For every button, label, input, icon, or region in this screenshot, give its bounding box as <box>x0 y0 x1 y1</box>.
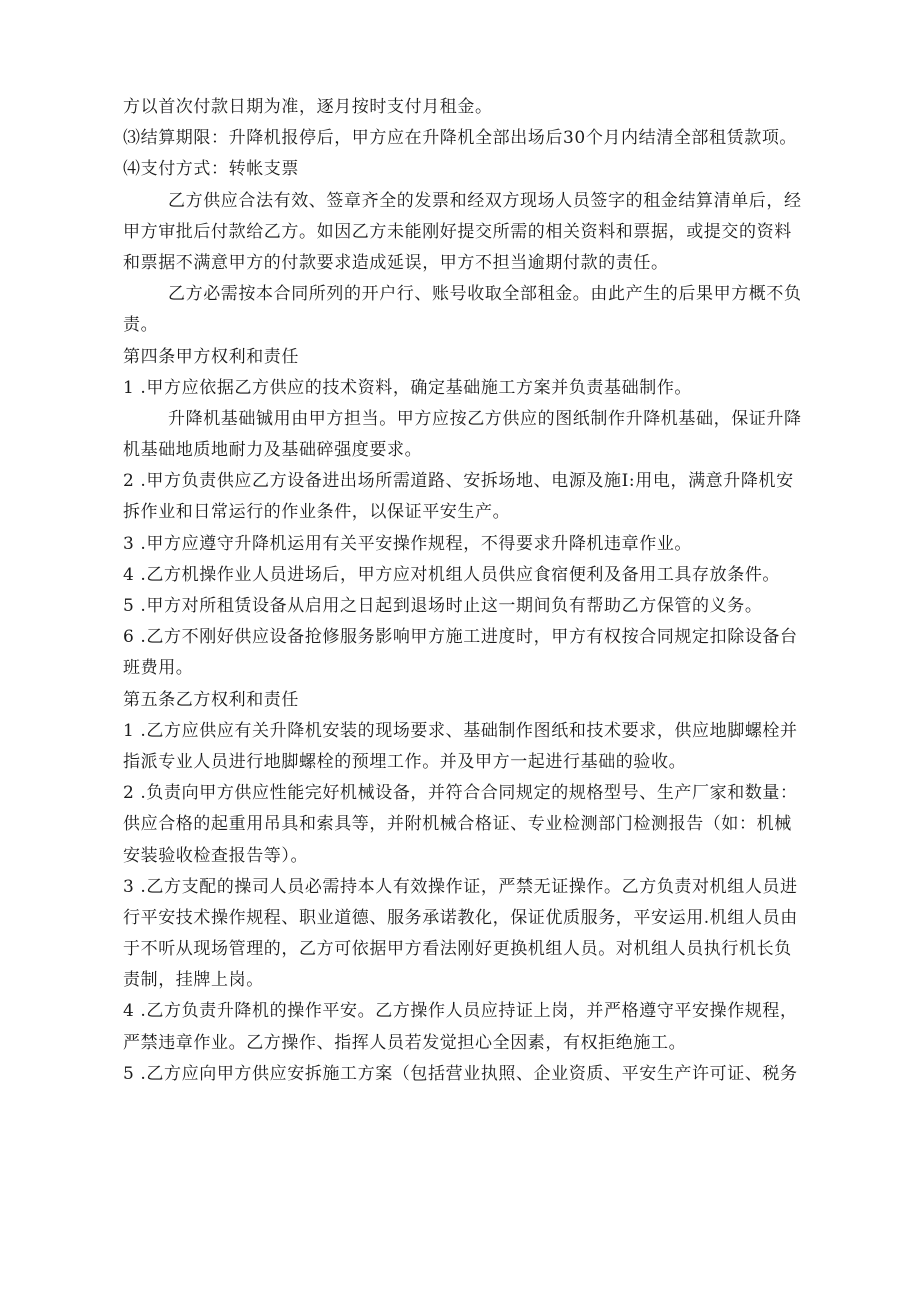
section-heading: 第五条乙方权利和责任 <box>123 689 299 710</box>
text-line: 供应合格的起重用吊具和索具等，并附机械合格证、专业检测部门检测报告（如：机械 <box>123 814 792 835</box>
text-line: 于不听从现场管理的，乙方可依据甲方看法刚好更换机组人员。对机组人员执行机长负 <box>123 939 792 960</box>
text-line: 4 .乙方负责升降机的操作平安。乙方操作人员应持证上岗，并严格遵守平安操作规程， <box>123 1001 798 1022</box>
text-line: 安装验收检查报告等）。 <box>123 845 309 866</box>
text-line: 机基础地质地耐力及基础碎强度要求。 <box>123 440 423 461</box>
text-line: 乙方必需按本合同所列的开户行、账号收取全部租金。由此产生的后果甲方概不负 <box>168 284 802 305</box>
text-line: 责制，挂牌上岗。 <box>123 970 264 991</box>
text-line: 严禁违章作业。乙方操作、指挥人员若发觉担心全因素，有权拒绝施工。 <box>123 1032 687 1053</box>
text-line: 方以首次付款日期为准，逐月按时支付月租金。 <box>123 97 493 117</box>
text-line: 甲方审批后付款给乙方。如因乙方未能刚好提交所需的相关资料和票据，或提交的资料 <box>123 221 792 242</box>
text-line: 行平安技术操作规程、职业道德、服务承诺教化，保证优质服务，平安运用.机组人员由 <box>123 907 798 928</box>
text-line: 指派专业人员进行地脚螺栓的预埋工作。并及甲方一起进行基础的验收。 <box>123 751 687 772</box>
text-line: 责。 <box>123 315 159 336</box>
text-line: 乙方供应合法有效、签章齐全的发票和经双方现场人员签字的租金结算清单后，经 <box>168 190 802 211</box>
section-heading: 第四条甲方权利和责任 <box>123 346 299 367</box>
text-line: 和票据不满意甲方的付款要求造成延误，甲方不担当逾期付款的责任。 <box>123 252 669 273</box>
text-line: ⑷支付方式：转帐支票 <box>123 159 299 180</box>
text-line: 3 .甲方应遵守升降机运用有关平安操作规程，不得要求升降机违章作业。 <box>123 533 693 554</box>
text-line: 1 .乙方应供应有关升降机安装的现场要求、基础制作图纸和技术要求，供应地脚螺栓并 <box>123 720 798 741</box>
text-line: 3 .乙方支配的操司人员必需持本人有效操作证，严禁无证操作。乙方负责对机组人员进 <box>123 876 798 897</box>
text-line: 班费用。 <box>123 658 194 679</box>
text-line: 4 .乙方机操作业人员进场后，甲方应对机组人员供应食宿便利及备用工具存放条件。 <box>123 564 781 585</box>
text-line: 5 .乙方应向甲方供应安拆施工方案（包括营业执照、企业资质、平安生产许可证、税务 <box>123 1063 798 1084</box>
text-line: 1 .甲方应依据乙方供应的技术资料，确定基础施工方案并负责基础制作。 <box>123 377 693 398</box>
document-body <box>123 92 843 1090</box>
text-line: 5 .甲方对所租赁设备从启用之日起到退场时止这一期间负有帮助乙方保管的义务。 <box>123 596 763 616</box>
text-line: ⑶结算期限：升降机报停后，甲方应在升降机全部出场后30个月内结清全部租赁款项。 <box>123 128 798 149</box>
text-line: 6 .乙方不刚好供应设备抢修服务影响甲方施工进度时，甲方有权按合同规定扣除设备台 <box>123 627 798 648</box>
text-line: 拆作业和日常运行的作业条件，以保证平安生产。 <box>123 502 511 523</box>
text-line: 升降机基础铖用由甲方担当。甲方应按乙方供应的图纸制作升降机基础，保证升降 <box>168 408 802 429</box>
text-line: 2 .负责向甲方供应性能完好机械设备，并符合合同规定的规格型号、生产厂家和数量： <box>123 783 798 804</box>
text-line: 2 .甲方负责供应乙方设备进出场所需道路、安拆场地、电源及施I:用电，满意升降机安 <box>123 471 794 492</box>
